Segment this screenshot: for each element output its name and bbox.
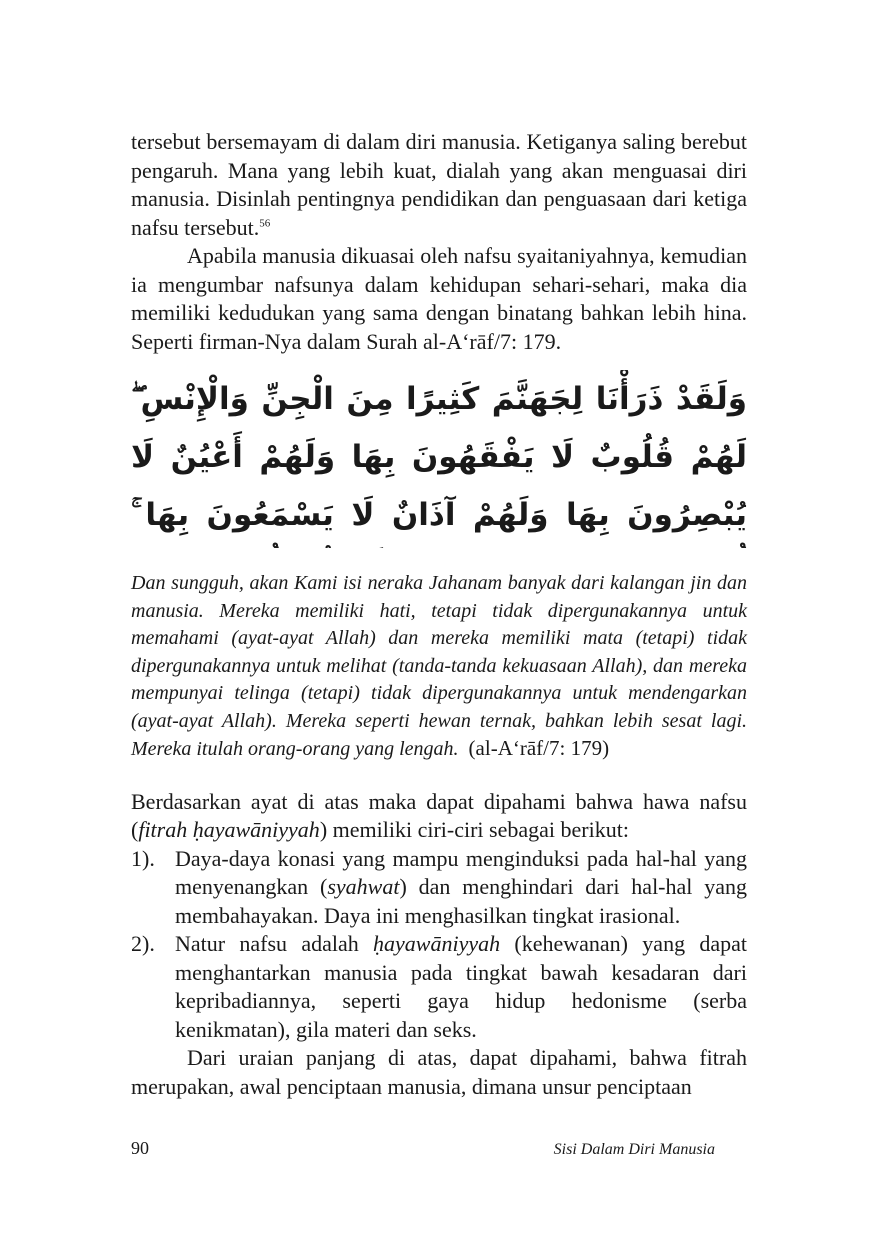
paragraph-2: Apabila manusia dikuasai oleh nafsu syaitaniyahnya, kemudian ia mengumbar nafsunya dalam kehidupan sehari-sehari, maka dia memiliki kedudukan yang sama dengan binatang bahkan lebih hina. Seperti firman-Nya dalam Surah al-A‘rāf/7: 179. — [131, 243, 747, 354]
list-number: 1). — [131, 845, 155, 871]
list-text-b: ) dan menghindari dari hal-hal yang membahayakan. Daya ini menghasilkan tingkat irasional. — [175, 874, 747, 928]
paragraph-1 — [131, 128, 747, 242]
quran-verse-arabic: وَلَقَدْ ذَرَأْنَا لِجَهَنَّمَ كَثِيرًا مِنَ الْجِنِّ وَالْإِنْسِ ۖ لَهُمْ قُلُوبٌ لَا يَفْقَهُونَ بِهَا وَلَهُمْ أَعْيُنٌ لَا يُبْصِرُونَ بِهَا وَلَهُمْ آذَانٌ لَا يَسْمَعُونَ بِهَا ۚ — [131, 381, 747, 533]
paragraph-3 — [131, 788, 747, 845]
list-number: 2). — [131, 931, 155, 956]
list-text-a: Daya-daya konasi yang mampu menginduksi pada hal-hal yang menyenangkan ( — [175, 845, 747, 899]
term-fitrah: fitrah ḥayawāniyyah — [138, 817, 320, 842]
page-body — [131, 128, 747, 1101]
list-item-1 — [131, 845, 747, 931]
paragraph-3-text-a: Berdasarkan ayat di atas maka dapat dipahami bahwa hawa nafsu ( — [131, 788, 747, 842]
list-text-a: Natur nafsu adalah — [175, 931, 374, 956]
translation-text: Dan sungguh, akan Kami isi neraka Jahanam banyak dari kalangan jin dan manusia. Mereka memiliki hati, tetapi tidak dipergunakannya untuk memahami (ayat-ayat Allah) dan mereka memiliki mata (tetapi) tidak dipergunakannya untuk melihat (tanda-tanda kekuasaan Allah), dan mereka mempunyai telinga (tetapi) tidak dipergunakannya untuk mendengarkan (ayat-ayat Allah). Mereka seperti hewan ternak, bahkan lebih sesat lagi. Mereka itulah orang-orang yang lengah. — [131, 572, 747, 760]
footnote-marker[interactable]: 56 — [259, 217, 271, 230]
list-item-2 — [131, 930, 747, 1044]
page-number: 90 — [131, 1138, 149, 1158]
paragraph-1-text: tersebut bersemayam di dalam diri manusia. Ketiganya saling berebut pengaruh. Mana yang lebih kuat, dialah yang akan menguasai diri manusia. Disinlah pentingnya pendidikan dan penguasaan dari ketiga nafsu tersebut. — [131, 129, 747, 240]
list-text — [175, 845, 747, 931]
list-text — [175, 930, 747, 1044]
running-head: Sisi Dalam Diri Manusia — [553, 1141, 715, 1158]
paragraph-3-text-b: ) memiliki ciri-ciri sebagai berikut: — [319, 817, 629, 842]
term-syahwat: syahwat — [327, 874, 400, 899]
page-footer — [131, 1138, 715, 1159]
verse-reference: (al-A‘rāf/7: 179) — [468, 736, 610, 760]
term-hayawaniyyah: ḥayawāniyyah — [373, 931, 501, 956]
list-text-b: (kehewanan) yang dapat menghantarkan manusia pada tingkat bawah kesadaran dari kepribadiannya, seperti gaya hidup hedonisme (serba kenikmatan), gila materi dan seks. — [175, 931, 747, 1042]
verse-translation — [131, 570, 747, 764]
paragraph-4: Dari uraian panjang di atas, dapat dipahami, bahwa fitrah merupakan, awal penciptaan manusia, dimana unsur penciptaan — [131, 1045, 747, 1099]
